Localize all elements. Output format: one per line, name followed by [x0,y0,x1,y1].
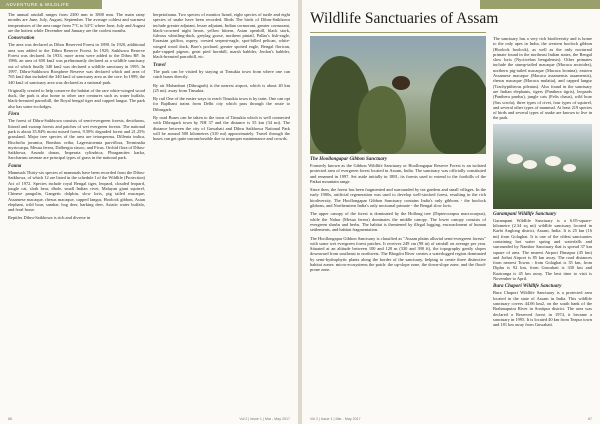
right-page [302,0,600,424]
paragraph: The forest of Dibru-Saikhowa consists of semi-evergreen forests, deciduous, littoral and swamp forests and patches of wet evergreen forests. The national park is about 35.84% moist mixed forest, 9.50% degraded forest and 21.25% grassland. Major tree species of the area are tetrasperma, Dillenia indica, Bischofia javanica, Bombax ceiba, Lagerstroemia parviflora, Terminalia myriocarpa, Mesua ferrea, Dalbergia sissoo, and Ficus. Orchid flora of Dibru-Saikhowa, Arundo donax, Imperata cylindrica, Phragamites karka, Saccharum ravenae are principal types of grass in the national park. [8,118,145,161]
paragraph: The park can be visited by staying at Tinsukia town from where one can catch buses directly. [153,68,290,80]
caption-bura-chapori: Bura Chapori Wildlife Sanctuary [493,284,562,290]
right-page-left-column [310,36,486,412]
paragraph: By air Mohanbari (Dibrugarh) is the nearest airport, which is about 40 km (25 mi). away from Tinsukia. [153,82,290,93]
paragraph: The Hoollongapar Gibbon Sanctuary is classified as "Assam plains alluvial semi-evergreen forests" with some wet evergreen forest patches. It receives 249 cm (98 in) of rainfall on average per year. Situated at an altitude between 100 and 120 m (330 and 390 ft), the topography gently slopes downward from southeast to northwest. The Bhogdoi River creates a waterlogged region dominated by semi-hydrophytic plants along the border of the sanctuary, helping to create three distinctive habitat zones: micro-ecosystems the patch: the up-slope zone, the down-slope zone, and the flood-prone zone. [310,235,486,273]
text-column-1 [8,12,145,412]
paragraph: Formerly known as the Gibbon Wildlife Sanctuary or Hoollongapar Reserve Forest is an isolated protected area of evergreen forest located in Assam, India. The sanctuary was officially constituted and renamed in 1997. Set aside initially in 1881, its forests used to extend to the foothills of the Patkai mountain range. [310,163,486,184]
paragraph: The upper canopy of the forest is dominated by the Hollong tree (Dipterocarpus macrocarpus), while the Nahar (Mesua ferrea) dominates the middle canopy. The lower canopy consists of evergreen shrubs and herbs. The habitat is threatened by illegal logging, encroachment of human settlements, and habitat fragmentation. [310,211,486,233]
paragraph: herpetofauna. Two species of monitor lizard, eight species of turtle and eight species of snake have been recorded. Birds The birds of Dibru-Saikhowa include greater adjutant, lesser adjutant, Indian cormorant, greater cormorant, black-crowned night heron, yellow bittern, Asian openbill, black stork, fulvous whistling-duck, greylag goose, northern pintail, Pallas's fish-eagle, Eurasian griffon, osprey, crested serpent-eagle, spot-billed pelican, white-winged wood duck, Baer's pochard, greater spotted eagle, Bengal florican, pale-capped pigeon, great pied hornbill, marsh babbler, Jerdon's babbler, black-breasted parrotbill, etc. [153,12,290,60]
intro-paragraph [493,36,592,121]
paragraph: Originally created to help conserve the habitat of the rare white-winged wood duck, the park is also home to other rare creatures such as water buffalo, black-breasted parrotbill, the Royal bengal tiger and capped langur. The park also has some ecolodges. [8,87,145,109]
paragraph: By rail One of the easier ways to reach Tinsukia town is by train. One can opt for Rajdhani trains from Delhi city which pass through the route to Dibrugarh. [153,96,290,112]
paragraph: The annual rainfall ranges from 2300 mm to 3800 mm. The main rainy months are June, July, August, September. The average coldest and warmest temperatures of the area range from 7°C to 34°C where June, July and August are the hottest while December and January are the coolest months. [8,12,145,33]
garampani-text: Garampani Wildlife Sanctuary is a 6.05-square-kilometre (2.34 sq mi) wildlife sanctuary located in Karbi Anglong district, Assam, India. It is 25 km (16 mi) from Golaghat. It is one of the oldest sanctuaries containing hot water spring and waterfalls and surrounded by Nambor Sanctuary that is spread 37 km square of area. The nearest Airport Dimapur (45 km) and Jorhat Airport is 85 km away. The road distances from nearest Towns : from Golaghat is 35 km, from Diphu is 92 km, from Guwahati is 330 km and Kaziranga is 45 km away. The best time to visit is November to April. [493,217,592,282]
page-number: 67 [588,417,592,421]
paragraph: Since then, the forest has been fragmented and surrounded by tea gardens and small villages. In the early 1900s, artificial regeneration was used to develop well-stocked forest, resulting in the rich biodiversity. The Hoollongapar Gibbon Sanctuary contains India's only gibbons - the hoolock gibbons, and Northeastern India's only nocturnal primate - the Bengal slow loris. [310,187,486,209]
section-heading: Flora [8,112,20,118]
paragraph: By road Buses can be taken to the town of Tinsukia which is well connected with Dibrugarh town by NH 37 and the distance is 55 km (34 mi). The distance between the city of Guwahati and Dibru Saikhowa National Park will be around 500 kilometres (310 mi) approximately. Travel through the buses can get quite uncomfortable due to improper maintenance and crowds. [153,115,290,142]
left-page [0,0,298,424]
right-page-right-column [493,36,592,412]
left-footer [8,417,290,421]
section-heading: Travel [153,62,166,68]
title-rule [310,32,486,33]
text-column-2 [153,12,290,412]
intro-text: The sanctuary has a very rich biodiversity and is home to the only apes in India, the western hoolock gibbon (Hoolock hoolock), as well as the only nocturnal primate found in the northeast Indian states, the Bengal slow loris (Nycticebus bengalensis). Other primates include the stump-tailed macaque (Macaca arctoides), northern pig-tailed macaque (Macaca leonina), eastern Assamese macaque (Macaca assamensis assamensis), rhesus macaque (Macaca mulatta), and capped langur (Trachypithecus pileatus). Also found in the sanctuary are Indian elephants, tigers (Panthera tigris), leopards (Panthera pardus), jungle cats (Felis chaus), wild boar (Sus scrofa), three types of civet, four types of squirrel, and several other types of mammal. At least 219 species of birds and several types of snake are known to live in the park. [493,36,592,121]
gibbon-figure [392,76,410,90]
section-heading: Fauna [8,163,22,169]
bura-chapori-text: Bura Chapori Wildlife Sanctuary is a protected area located in the state of Assam in India. This wildlife sanctuary covers 44.06 km2, on the south bank of the Brahmaputra River in Sonitpur district. The area was declared a Reserved forest in 1974, it became a sanctuary in 1995. It is located 40 km from Tezpur town and 181 km away from Guwahati. [493,290,592,328]
caption-gibbon-sanctuary: The Hoollongapar Gibbon Sanctuary [310,157,388,162]
page-number: 66 [8,417,12,421]
left-page-columns [8,12,290,412]
section-tab: ADVENTURE & WILDLIFE [0,0,102,9]
paragraph: The area was declared as Dibru Reserved Forest in 1890. In 1920, additional area was added to the Dibru Reserve Forest. In 1929, Saikhowa Reserve Forest was declared. In 1933, more areas were added to the Dibru RF. In 1986, an area of 650 km2 was preliminarily declared as a wildlife sanctuary out of which finally 340 km2 was declared a wildlife sanctuary in 1995. In 1997, Dibru-Saikhowa Biosphere Reserve was declared which and area of 765 km2 that included the 340 km2 of sanctuary area as the core. In 1999, the 340 km2 of sanctuary area was declared as a national park. [8,42,145,85]
article-title: Wildlife Sanctuaries of Assam [310,10,499,27]
section-heading: Conservation [8,36,35,42]
gibbon-sanctuary-photo [310,36,486,154]
issue-info: Vol 2 | Issue 1 | Mar - May 2017 [310,417,361,421]
right-footer [310,417,592,421]
paragraph: Mammals Thirty-six species of mammals have been recorded from the Dibru-Saikhowa, of which 12 are listed in the schedule I of the Wildlife (Protection) Act of 1972. Species include royal Bengal tiger, leopard, clouded leopard, jungle cat, sloth bear, dhole, small Indian civet, Malayan giant squirrel, Chinese pangolin, Gangetic dolphin, slow loris, pig tailed macaque, Assamese macaque, rhesus macaque, capped langur, Hoolock gibbon, Asian elephant, wild boar, sambar, hog deer, barking deer, Asiatic water buffalo, and feral horse. [8,170,145,213]
gibbon-sanctuary-text [310,163,486,273]
garampani-photo [493,124,592,209]
caption-garampani: Garampani Wildlife Sanctuary [493,211,557,217]
issue-info: Vol 2 | Issue 1 | Mar - May 2017 [239,417,290,421]
top-band [480,0,600,9]
paragraph: Reptiles Dibru-Saikhowa is rich and diverse in [8,215,91,221]
